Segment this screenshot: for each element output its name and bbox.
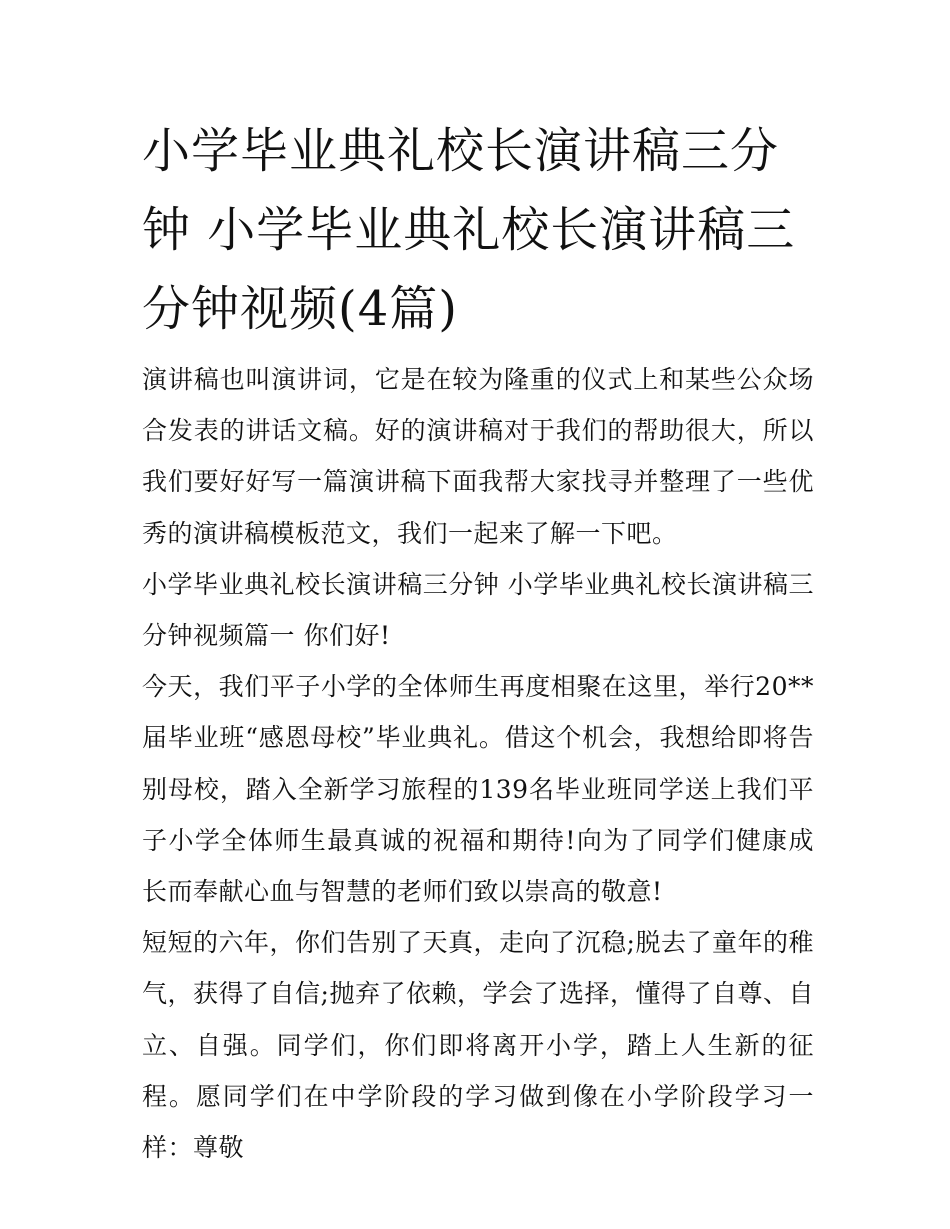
document-title: 小学毕业典礼校长演讲稿三分钟 小学毕业典礼校长演讲稿三分钟视频(4篇) [142,123,796,337]
body-paragraph: 今天，我们平子小学的全体师生再度相聚在这里，举行20**届毕业班“感恩母校”毕业典礼。借这个机会，我想给即将告别母校，踏入全新学习旅程的139名毕业班同学送上我们平子小学全体师生最真诚的祝福和期待!向为了同学们健康成长而奉献心血与智慧的老师们致以崇高的敬意! [142,672,814,907]
body-paragraph: 短短的六年，你们告别了天真，走向了沉稳;脱去了童年的稚气，获得了自信;抛弃了依赖，学会了选择，懂得了自尊、自立、自强。同学们，你们即将离开小学，踏上人生新的征程。愿同学们在中学阶段的学习做到像在小学阶段学习一样：尊敬 [142,928,814,1163]
document-body [142,354,814,1173]
section-heading-paragraph: 小学毕业典礼校长演讲稿三分钟 小学毕业典礼校长演讲稿三分钟视频篇一 你们好! [142,569,814,651]
intro-paragraph: 演讲稿也叫演讲词，它是在较为隆重的仪式上和某些公众场合发表的讲话文稿。好的演讲稿对于我们的帮助很大，所以我们要好好写一篇演讲稿下面我帮大家找寻并整理了一些优秀的演讲稿模板范文，我们一起来了解一下吧。 [142,365,814,548]
